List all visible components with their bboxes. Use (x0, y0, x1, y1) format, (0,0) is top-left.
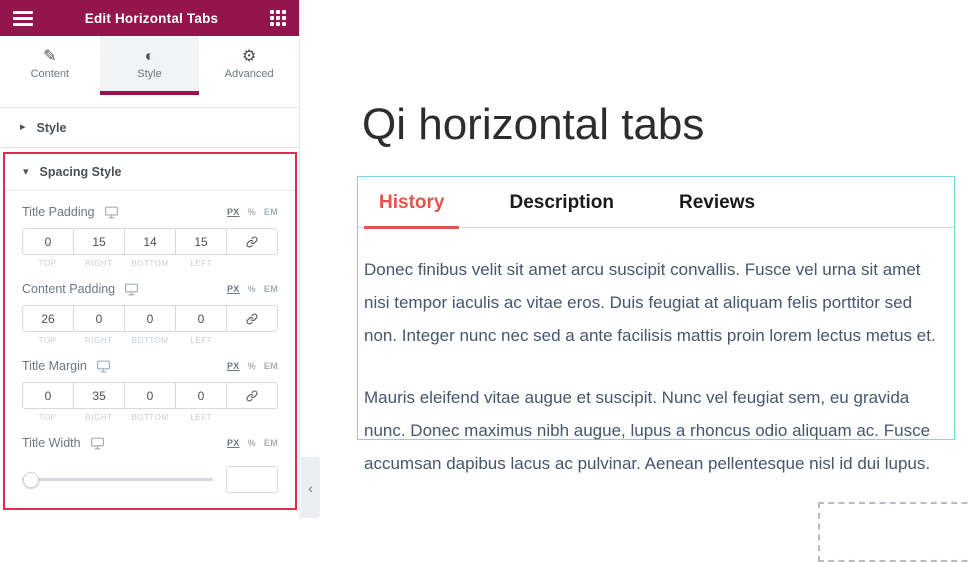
unit-px[interactable]: PX (226, 361, 240, 371)
title-margin-left-input[interactable] (176, 383, 226, 408)
desktop-icon[interactable] (96, 360, 111, 373)
content-padding-dim-labels: TOP RIGHT BOTTOM LEFT (38, 336, 212, 345)
tab-style-label: Style (137, 67, 162, 80)
link-values-button[interactable] (226, 382, 278, 409)
title-padding-header (22, 205, 278, 219)
unit-percent[interactable]: % (247, 361, 256, 371)
chevron-left-icon: ‹ (308, 479, 313, 496)
link-values-button[interactable] (226, 305, 278, 332)
spacing-controls (5, 205, 295, 493)
horizontal-tabs-widget[interactable] (357, 176, 955, 473)
title-margin-bottom-input[interactable] (125, 383, 175, 408)
title-padding-group (22, 228, 278, 255)
unit-em[interactable]: EM (263, 438, 278, 448)
tab-advanced[interactable] (199, 36, 299, 92)
link-icon (245, 389, 259, 403)
title-margin-top-input[interactable] (23, 383, 73, 408)
content-padding-label: Content Padding (22, 282, 116, 296)
unit-percent[interactable]: % (247, 284, 256, 294)
caret-down-icon: ▾ (23, 165, 29, 178)
panel-mode-tabs (0, 36, 299, 92)
hamburger-menu-icon[interactable] (13, 11, 33, 26)
title-width-slider[interactable] (22, 478, 213, 481)
section-style[interactable] (0, 107, 299, 148)
content-padding-top-input[interactable] (23, 306, 73, 331)
unit-em[interactable]: EM (263, 361, 278, 371)
section-spacing-title: Spacing Style (39, 165, 122, 179)
contrast-icon: ◐ (144, 47, 155, 65)
title-margin-right-input[interactable] (74, 383, 124, 408)
page-title: Qi horizontal tabs (362, 100, 705, 149)
desktop-icon[interactable] (90, 437, 105, 450)
section-spacing-style[interactable] (5, 154, 295, 191)
unit-px[interactable]: PX (226, 284, 240, 294)
caret-right-icon: ▸ (20, 121, 26, 133)
title-padding-dim-labels: TOP RIGHT BOTTOM LEFT (38, 259, 212, 268)
title-width-header (22, 436, 278, 450)
widget-tab-nav (358, 177, 954, 228)
title-width-input[interactable] (226, 466, 278, 493)
link-icon (245, 312, 259, 326)
add-section-dashed-area[interactable] (818, 502, 969, 562)
pencil-icon: ✎ (43, 47, 57, 65)
tab-style[interactable] (100, 36, 200, 92)
elementor-panel (0, 0, 300, 518)
title-padding-label: Title Padding (22, 205, 95, 219)
widgets-grid-icon[interactable] (270, 10, 286, 26)
desktop-icon[interactable] (124, 283, 139, 296)
title-padding-bottom-input[interactable] (125, 229, 175, 254)
title-width-control (22, 466, 278, 493)
link-icon (245, 235, 259, 249)
widget-tab-description[interactable]: Description (509, 192, 614, 213)
unit-percent[interactable]: % (247, 207, 256, 217)
content-padding-right-input[interactable] (74, 306, 124, 331)
gear-icon: ⚙ (242, 47, 257, 65)
desktop-icon[interactable] (104, 206, 119, 219)
content-padding-header (22, 282, 278, 296)
widget-tab-reviews[interactable]: Reviews (679, 192, 756, 213)
link-values-button[interactable] (226, 228, 278, 255)
title-width-units (227, 438, 278, 448)
widget-tab-history[interactable]: History (364, 192, 459, 227)
tab-paragraph: Donec finibus velit sit amet arcu suscipit convallis. Fusce vel urna sit amet nisi tempor iaculis ac vitae eros. Duis feugiat at aliquam felis porttitor sed non. Integer nunc nec sed a ante facilisis mattis proin lorem lectus metus et. (364, 260, 936, 345)
title-padding-units (227, 207, 278, 217)
content-padding-units (227, 284, 278, 294)
unit-px[interactable]: PX (226, 438, 240, 448)
content-padding-left-input[interactable] (176, 306, 226, 331)
tab-advanced-label: Advanced (224, 67, 274, 80)
panel-title: Edit Horizontal Tabs (84, 10, 219, 26)
section-style-title: Style (36, 120, 67, 135)
unit-percent[interactable]: % (247, 438, 256, 448)
title-padding-top-input[interactable] (23, 229, 73, 254)
title-margin-dim-labels: TOP RIGHT BOTTOM LEFT (38, 413, 212, 422)
widget-tab-content (358, 228, 954, 480)
unit-em[interactable]: EM (263, 207, 278, 217)
title-margin-units (227, 361, 278, 371)
tab-content-label: Content (30, 67, 70, 80)
tab-content[interactable] (0, 36, 100, 92)
unit-px[interactable]: PX (226, 207, 240, 217)
title-margin-header (22, 359, 278, 373)
title-margin-group (22, 382, 278, 409)
unit-em[interactable]: EM (263, 284, 278, 294)
slider-thumb[interactable] (23, 472, 39, 488)
title-padding-left-input[interactable] (176, 229, 226, 254)
content-padding-bottom-input[interactable] (125, 306, 175, 331)
content-padding-group (22, 305, 278, 332)
panel-collapse-handle[interactable] (301, 457, 320, 518)
title-margin-label: Title Margin (22, 359, 87, 373)
panel-header (0, 0, 299, 36)
title-padding-right-input[interactable] (74, 229, 124, 254)
tab-paragraph: Mauris eleifend vitae augue et suscipit. Nunc vel feugiat sem, eu gravida nunc. Donec maximus nibh augue, lupus a rhoncus odio aliquam ac. Fusce accumsan dapibus lacus ac pulvinar. Aenean pellentesque nisl id dui lupus. (364, 388, 931, 473)
title-width-label: Title Width (22, 436, 81, 450)
spacing-style-highlight-box (3, 152, 297, 510)
